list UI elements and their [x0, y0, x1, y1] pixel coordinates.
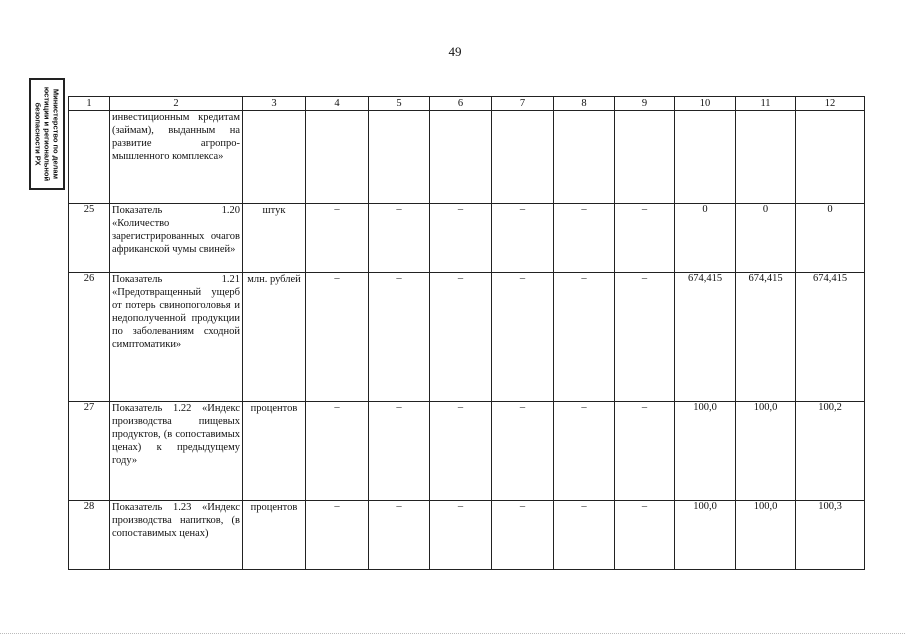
- unit-cell: млн. рублей: [243, 273, 306, 402]
- column-header: 6: [430, 97, 492, 111]
- value-cell: 100,2: [796, 402, 865, 501]
- value-cell: [736, 111, 796, 204]
- value-cell: –: [615, 501, 675, 570]
- value-cell: [554, 111, 615, 204]
- value-cell: [430, 111, 492, 204]
- value-cell: –: [615, 273, 675, 402]
- indicator-description: Показатель 1.23 «Индекс производства напитков, (в сопоставимых ценах): [110, 501, 243, 570]
- value-cell: –: [615, 402, 675, 501]
- indicator-description: Показатель 1.22 «Индекс производства пищевых продуктов, (в сопоставимых ценах) к предыдущему году»: [110, 402, 243, 501]
- value-cell: –: [369, 402, 430, 501]
- column-header: 12: [796, 97, 865, 111]
- row-number: 28: [69, 501, 110, 570]
- column-header: 9: [615, 97, 675, 111]
- value-cell: –: [492, 402, 554, 501]
- column-header: 8: [554, 97, 615, 111]
- value-cell: 674,415: [736, 273, 796, 402]
- value-cell: [492, 111, 554, 204]
- column-header: 7: [492, 97, 554, 111]
- unit-cell: [243, 111, 306, 204]
- value-cell: 0: [796, 204, 865, 273]
- row-number: [69, 111, 110, 204]
- value-cell: –: [554, 402, 615, 501]
- value-cell: –: [430, 402, 492, 501]
- value-cell: [615, 111, 675, 204]
- value-cell: –: [430, 204, 492, 273]
- column-header: 10: [675, 97, 736, 111]
- table-row: [69, 501, 865, 570]
- table-row: [69, 204, 865, 273]
- table-header-row: [69, 97, 865, 111]
- table-row: [69, 111, 865, 204]
- value-cell: [306, 111, 369, 204]
- scan-artifact: [0, 630, 905, 634]
- page-number: 49: [448, 44, 462, 59]
- value-cell: –: [369, 273, 430, 402]
- value-cell: –: [306, 204, 369, 273]
- value-cell: 100,0: [675, 402, 736, 501]
- value-cell: 674,415: [675, 273, 736, 402]
- value-cell: –: [369, 204, 430, 273]
- value-cell: –: [369, 501, 430, 570]
- value-cell: 100,0: [675, 501, 736, 570]
- value-cell: 100,0: [736, 501, 796, 570]
- table-row: [69, 402, 865, 501]
- value-cell: [369, 111, 430, 204]
- value-cell: –: [306, 273, 369, 402]
- column-header: 1: [69, 97, 110, 111]
- value-cell: –: [492, 501, 554, 570]
- value-cell: 100,0: [736, 402, 796, 501]
- value-cell: [796, 111, 865, 204]
- value-cell: 100,3: [796, 501, 865, 570]
- indicator-description: Показатель 1.20 «Количество зарегистрированных очагов африканской чумы свиней»: [110, 204, 243, 273]
- value-cell: –: [430, 501, 492, 570]
- row-number: 25: [69, 204, 110, 273]
- value-cell: –: [430, 273, 492, 402]
- row-number: 26: [69, 273, 110, 402]
- column-header: 2: [110, 97, 243, 111]
- value-cell: –: [492, 273, 554, 402]
- column-header: 3: [243, 97, 306, 111]
- stamp-text: Министерство по делам юстиции и региональной безопасности РХ: [33, 86, 61, 182]
- column-header: 4: [306, 97, 369, 111]
- row-number: 27: [69, 402, 110, 501]
- column-header: 5: [369, 97, 430, 111]
- unit-cell: процентов: [243, 402, 306, 501]
- value-cell: –: [492, 204, 554, 273]
- column-header: 11: [736, 97, 796, 111]
- registration-stamp: [29, 78, 65, 190]
- indicators-table: [68, 96, 865, 570]
- value-cell: –: [554, 273, 615, 402]
- indicator-description: Показатель 1.21 «Предотвращенный ущерб от потерь свинопоголовья и недополученной продукции по заболеваниям сходной симптоматики»: [110, 273, 243, 402]
- indicator-description: инвестиционным кредитам (займам), выданным на развитие агропро-мышленного комплекса»: [110, 111, 243, 204]
- value-cell: 0: [736, 204, 796, 273]
- value-cell: –: [554, 204, 615, 273]
- value-cell: –: [306, 501, 369, 570]
- value-cell: –: [554, 501, 615, 570]
- value-cell: 0: [675, 204, 736, 273]
- value-cell: 674,415: [796, 273, 865, 402]
- value-cell: –: [306, 402, 369, 501]
- unit-cell: штук: [243, 204, 306, 273]
- table-row: [69, 273, 865, 402]
- unit-cell: процентов: [243, 501, 306, 570]
- value-cell: [675, 111, 736, 204]
- value-cell: –: [615, 204, 675, 273]
